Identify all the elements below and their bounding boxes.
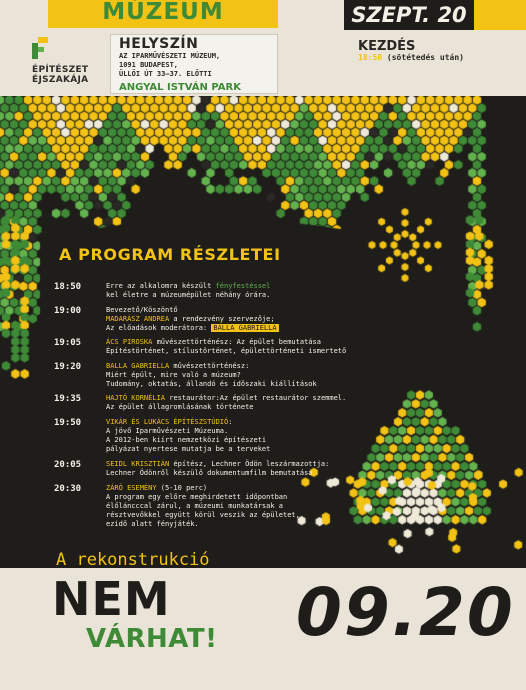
program-text: A 2012-ben kiírt nemzetközi építészeti [106,436,267,444]
program-time: 20:05 [54,460,82,470]
program-text: HAJTÓ KORNÉLIA [106,394,166,402]
program-text: résztvevőkkel együtt körül veszik az épületet, [106,511,300,519]
title-box [48,0,278,28]
program-line [106,520,376,529]
logo-text-line2: ÉJSZAKÁJA [32,75,89,85]
program-time: 19:35 [54,394,82,404]
program-line [106,338,376,347]
program-line [106,324,376,333]
program-text: BALLA GABRIELLA [106,362,170,370]
program-line [106,511,376,520]
start-note: (sötétedés után) [386,53,464,62]
venue-box [110,34,278,94]
venue-line: 1091 BUDAPEST, [119,61,179,69]
logo-icon [32,37,48,59]
date-box [344,0,474,30]
program-text: Építéstörténet, stílustörténet, épülettörténeti ismertető [106,347,347,355]
program-line [106,282,376,291]
logo-text-line1: ÉPÍTÉSZET [32,65,89,75]
program-description [106,460,376,478]
tagline-b: NEM [52,572,171,626]
start-time-value: 18:50 [358,53,383,62]
program-text: pályázat nyertese mutatja be a terveket [106,445,271,453]
page-title: MÚZEUM [102,0,224,25]
program-text: SEIDL KRISZTIÁN [106,460,170,468]
program-description [106,282,376,300]
tagline-a: A rekonstrukció [56,550,210,570]
program-line [106,445,376,454]
program-text: ezidő alatt fényjáték. [106,520,199,528]
program-line [106,493,376,502]
program-text: művészettörténész: Az épület bemutatása [152,338,321,346]
program-text: BALLA GABRIELLA [213,324,277,332]
program-description [106,394,376,412]
venue-line: ÜLLŐI ÚT 33–37. ELŐTTI [119,70,212,78]
program-line [106,427,376,436]
program-text: Bevezető/Köszöntő [106,306,178,314]
tagline-c: VÁRHAT! [86,624,218,654]
logo [32,37,88,89]
program-text: restaurátor:Az épület restaurátor szemmel. [165,394,347,402]
program-text: Az előadások moderátora: [106,324,212,332]
program-time: 19:05 [54,338,82,348]
program-text: művészettörténész: [169,362,250,370]
program-description [106,418,376,454]
program-time: 19:00 [54,306,82,316]
program-text: élőláncccal zárul, a múzeumi munkatársak a [106,502,284,510]
program-text: A jövő Iparművészeti Múzeuma. [106,427,229,435]
program-text: MADARÁSZ ANDREA [106,315,170,323]
program-line [106,418,376,427]
program-text: ZÁRÓ ESEMÉNY [106,484,157,492]
program-text: Lechner Ödönről készülő dokumentumfilm bemutatása [106,469,313,477]
program-text: A program egy előre meghirdetett időpontban [106,493,288,501]
program-line [106,502,376,511]
program-text: kel életre a múzeumépület néhány órára. [106,291,271,299]
program-line [106,371,376,380]
program-time: 20:30 [54,484,82,494]
program-text: (5-10 perc) [156,484,208,492]
program-description [106,338,376,356]
program-text: VIKÁR ÉS LUKÁCS ÉPÍTÉSZSTÚDIÓ [106,418,229,426]
date-accent [474,0,526,30]
program-text: : [228,418,233,426]
big-date: 09.20 [296,574,515,651]
program-text: Miért épült, mire való a múzeum? [106,371,241,379]
program-line [106,380,376,389]
program-line [106,362,376,371]
program-text: Az épület állagromlásának története [106,403,254,411]
program-line [106,403,376,412]
program-line [106,484,376,493]
program-text: ÁCS PIROSKA [106,338,153,346]
program-line [106,469,376,478]
start-time [358,53,464,62]
start-label: KEZDÉS [358,39,416,54]
program-text: Tudomány, oktatás, állandó és időszaki kiállítások [106,380,317,388]
program-line [106,347,376,356]
venue-label: HELYSZÍN [119,36,199,52]
program-description [106,484,376,529]
venue-park: ANGYAL ISTVÁN PARK [119,82,241,93]
program-description [106,362,376,389]
program-time: 18:50 [54,282,82,292]
program-time: 19:50 [54,418,82,428]
program-text: fényfestéssel [215,282,271,290]
venue-line: AZ IPARMŰVÉSZETI MÚZEUM, [119,52,221,60]
program-time: 19:20 [54,362,82,372]
program-line [106,306,376,315]
program-heading: A PROGRAM RÉSZLETEI [59,245,281,264]
program-line [106,315,376,324]
program-line [106,436,376,445]
program-text: Erre az alkalomra készült [106,282,216,290]
program-description [106,306,376,333]
program-line [106,460,376,469]
program-line [106,291,376,300]
program-text: építész, Lechner Ödön leszármazottja: [169,460,330,468]
program-text: a rendezvény szervezője; [169,315,275,323]
event-date: SZEPT. 20 [351,3,467,27]
program-line [106,394,376,403]
